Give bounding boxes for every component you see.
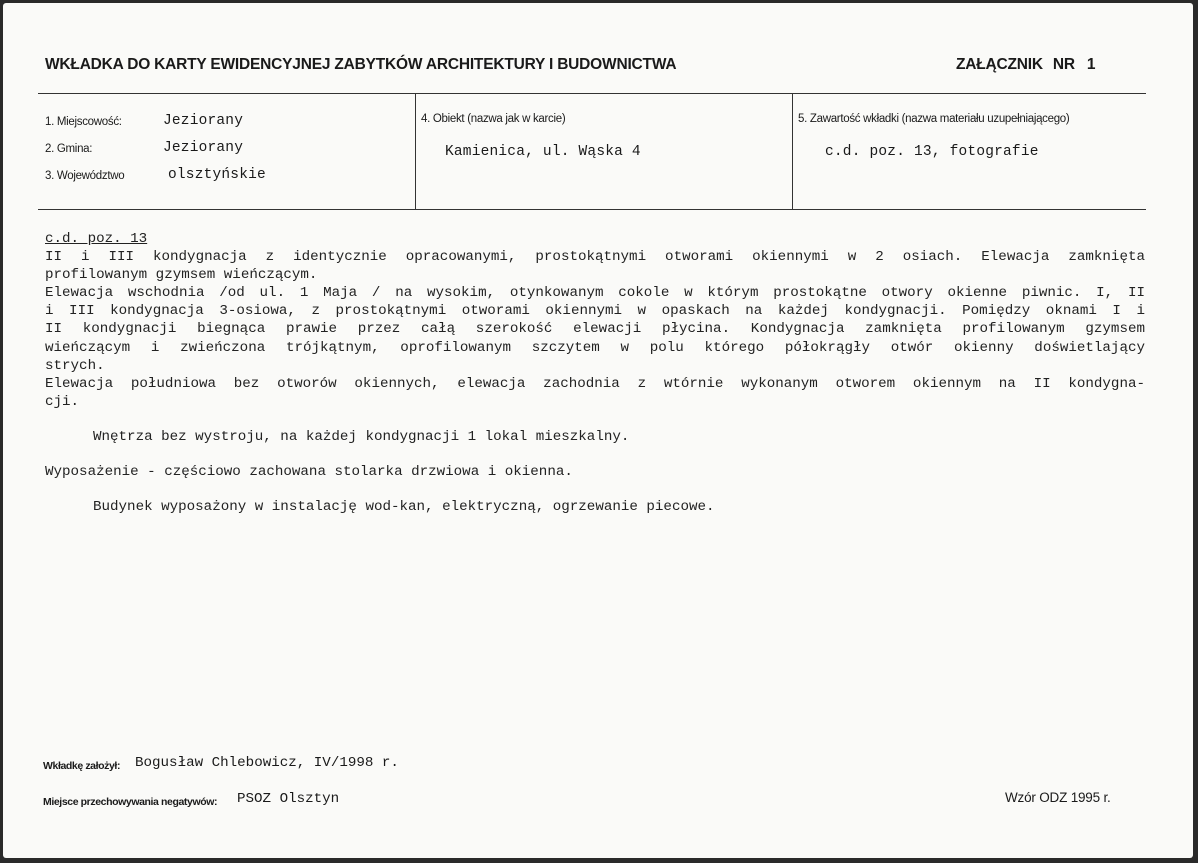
miejscowosc-label: 1. Miejscowość: (45, 116, 122, 128)
description-body (45, 230, 1145, 516)
description-line: i III kondygnacja 3-osiowa, z prostokątnymi otworami okiennymi w opaskach na każdej kondygnacji. Pomiędzy oknami I i (45, 303, 1145, 320)
wojewodztwo-label: 3. Województwo (45, 170, 125, 182)
table-divider-1 (415, 93, 416, 210)
author-label: Wkładkę założył: (43, 760, 121, 772)
wojewodztwo-value: olsztyńskie (168, 167, 266, 183)
description-line: II i III kondygnacja z identycznie opracowanymi, prostokątnymi otworami okiennymi w 2 osiach. Elewacja zamknięta (45, 249, 1145, 266)
miejscowosc-value: Jeziorany (163, 113, 244, 129)
document-title: WKŁADKA DO KARTY EWIDENCYJNEJ ZABYTKÓW ARCHITEKTURY I BUDOWNICTWA (45, 56, 677, 73)
obiekt-label: 4. Obiekt (nazwa jak w karcie) (421, 113, 566, 125)
installations-text: Budynek wyposażony w instalację wod-kan, elektryczną, ogrzewanie piecowe. (93, 499, 715, 516)
gmina-value: Jeziorany (163, 140, 244, 156)
description-line: cji. (45, 393, 80, 410)
obiekt-value: Kamienica, ul. Wąska 4 (445, 144, 641, 160)
template-label: Wzór ODZ 1995 r. (1005, 790, 1111, 805)
equipment-text: Wyposażenie - częściowo zachowana stolarka drzwiowa i okienna. (45, 464, 573, 481)
description-line: II kondygnacji biegnąca prawie przez całą szerokość elewacji płycina. Kondygnacja zamknięta profilowanym gzymsem (45, 321, 1145, 338)
zawartosc-label: 5. Zawartość wkładki (nazwa materiału uzupełniającego) (798, 113, 1070, 125)
table-bottom-rule (38, 209, 1146, 210)
zawartosc-value: c.d. poz. 13, fotografie (825, 144, 1039, 160)
inventory-insert-card (3, 3, 1193, 858)
attachment-number (956, 56, 1095, 74)
gmina-label: 2. Gmina: (45, 143, 93, 155)
attachment-label: ZAŁĄCZNIK (956, 56, 1043, 73)
description-line: profilowanym gzymsem wieńczącym. (45, 267, 318, 284)
description-line: Elewacja południowa bez otworów okiennych, elewacja zachodnia z wtórnie wykonanym otworem okiennym na II kondygna- (45, 375, 1145, 392)
table-divider-2 (792, 93, 793, 210)
description-line: strych. (45, 357, 105, 374)
attachment-nr-label: NR (1052, 56, 1075, 73)
description-line: wieńczącym i zwieńczona trójkątnym, oprofilowanym szczytem w polu którego półokrągły otwór okienny doświetlający (45, 339, 1145, 356)
storage-value: PSOZ Olsztyn (237, 791, 340, 807)
storage-label: Miejsce przechowywania negatywów: (43, 796, 218, 808)
description-line: Elewacja wschodnia /od ul. 1 Maja / na wysokim, otynkowanym cokole w którym prostokątne otwory okienne piwnic. I, II (45, 285, 1145, 302)
attachment-nr-value: 1 (1086, 56, 1096, 73)
section-heading: c.d. poz. 13 (45, 231, 148, 247)
table-top-rule (38, 93, 1146, 94)
interiors-text: Wnętrza bez wystroju, na każdej kondygnacji 1 lokal mieszkalny. (93, 428, 630, 445)
author-value: Bogusław Chlebowicz, IV/1998 r. (135, 755, 399, 771)
